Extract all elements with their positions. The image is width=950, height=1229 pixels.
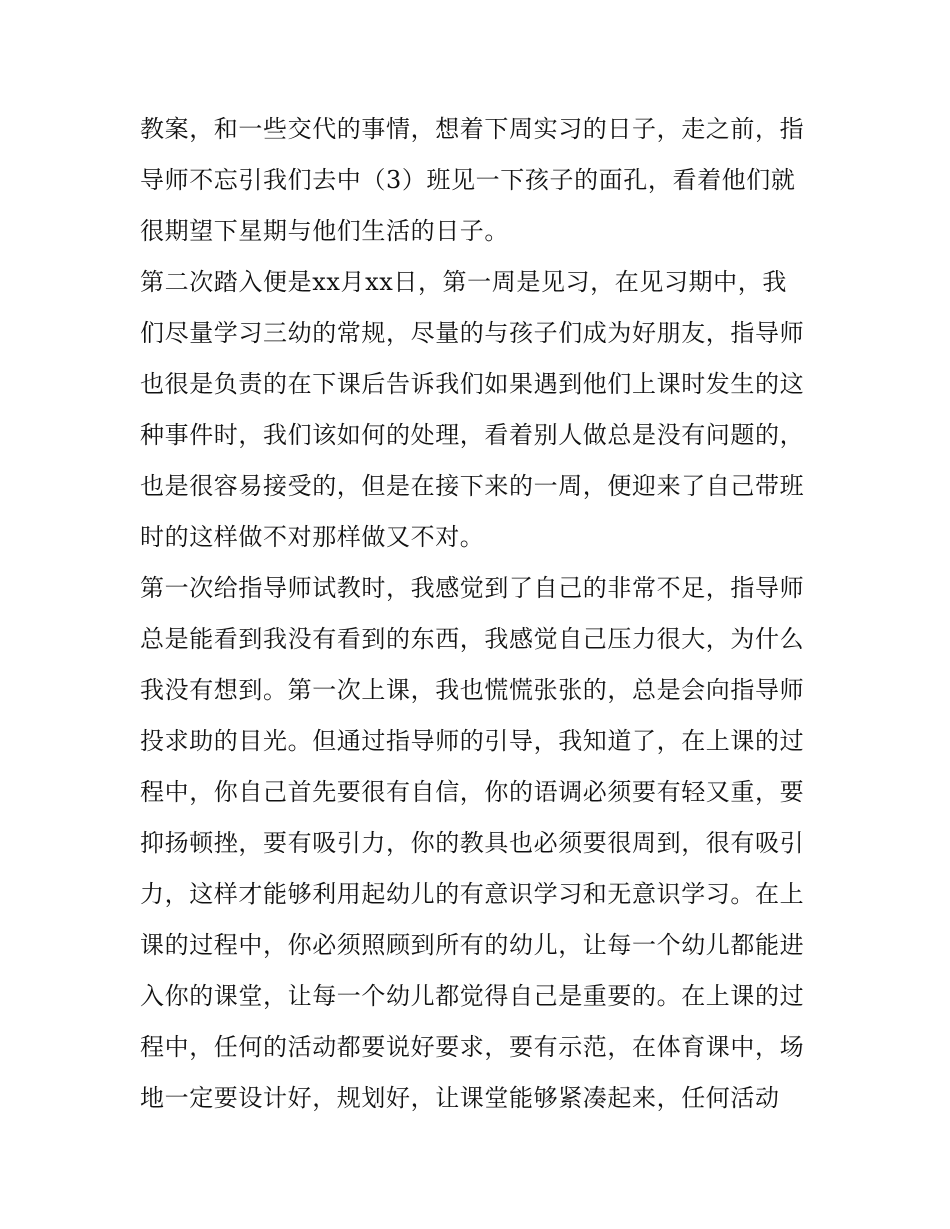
text-line: 我没有想到。第一次上课，我也慌慌张张的，总是会向指导师	[140, 676, 805, 704]
text-line: 第一次给指导师试教时，我感觉到了自己的非常不足，指导师	[140, 574, 805, 602]
text-line: 第二次踏入便是xx月xx日，第一周是见习，在见习期中，我	[140, 268, 787, 296]
text-line: 也很是负责的在下课后告诉我们如果遇到他们上课时发生的这	[140, 370, 805, 398]
text-line: 课的过程中，你必须照顾到所有的幼儿，让每一个幼儿都能进	[140, 931, 805, 959]
text-line: 力，这样才能够利用起幼儿的有意识学习和无意识学习。在上	[140, 880, 805, 908]
text-line: 也是很容易接受的，但是在接下来的一周，便迎来了自己带班	[140, 472, 805, 500]
text-line: 入你的课堂，让每一个幼儿都觉得自己是重要的。在上课的过	[140, 982, 805, 1010]
text-line: 地一定要设计好，规划好，让课堂能够紧凑起来，任何活动	[140, 1084, 780, 1112]
text-line: 投求助的目光。但通过指导师的引导，我知道了，在上课的过	[140, 727, 805, 755]
text-line: 很期望下星期与他们生活的日子。	[140, 217, 509, 245]
text-line: 导师不忘引我们去中（3）班见一下孩子的面孔，看着他们就	[140, 166, 796, 194]
text-line: 教案，和一些交代的事情，想着下周实习的日子，走之前，指	[140, 115, 805, 143]
text-line: 们尽量学习三幼的常规，尽量的与孩子们成为好朋友，指导师	[140, 319, 805, 347]
text-line: 程中，你自己首先要很有自信，你的语调必须要有轻又重，要	[140, 778, 805, 806]
text-line: 程中，任何的活动都要说好要求，要有示范，在体育课中，场	[140, 1033, 805, 1061]
text-line: 总是能看到我没有看到的东西，我感觉自己压力很大，为什么	[140, 625, 805, 653]
body-text	[140, 104, 820, 1124]
text-line: 种事件时，我们该如何的处理，看着别人做总是没有问题的，	[140, 421, 805, 449]
text-line: 抑扬顿挫，要有吸引力，你的教具也必须要很周到，很有吸引	[140, 829, 805, 857]
text-line: 时的这样做不对那样做又不对。	[140, 523, 485, 551]
